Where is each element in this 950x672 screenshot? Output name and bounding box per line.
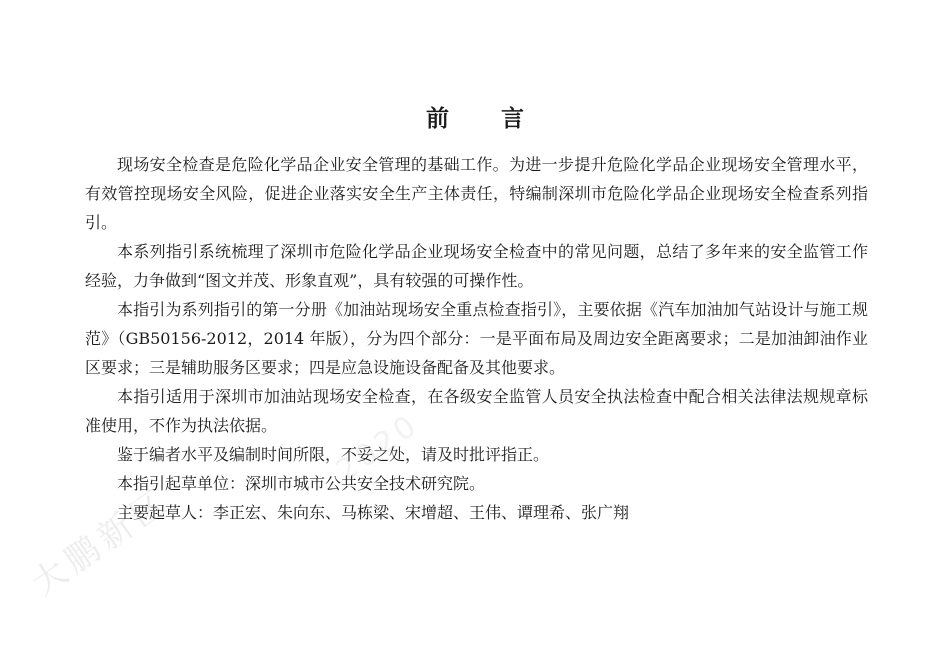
paragraph-5: 鉴于编者水平及编制时间所限，不妥之处，请及时批评指正。: [117, 445, 550, 464]
watermark-secondary: 2020: [330, 407, 426, 489]
paragraph-2: 本系列指引系统梳理了深圳市危险化学品企业现场安全检查中的常见问题，总结了多年来的安全监管工作经验，力争做到“图文并茂、形象直观”，具有较强的可操作性。: [85, 242, 868, 290]
paragraph-7: 主要起草人：李正宏、朱向东、马栋梁、宋增超、王伟、谭理希、张广翔: [117, 503, 630, 522]
paragraph-4: 本指引适用于深圳市加油站现场安全检查，在各级安全监管人员安全执法检查中配合相关法律法规规章标准使用，不作为执法依据。: [85, 387, 868, 435]
watermark: 大鹏新区: [24, 479, 179, 605]
paragraph-1: 现场安全检查是危险化学品企业安全管理的基础工作。为进一步提升危险化学品企业现场安全管理水平，有效管控现场安全风险，促进企业落实安全生产主体责任，特编制深圳市危险化学品企业现场安全检查系列指引。: [85, 155, 868, 232]
paragraph-6: 本指引起草单位：深圳市城市公共安全技术研究院。: [117, 474, 486, 493]
preface-body: [85, 150, 868, 527]
paragraph-3: 本指引为系列指引的第一分册《加油站现场安全重点检查指引》，主要依据《汽车加油加气站设计与施工规范》（GB50156-2012，2014 年版），分为四个部分：一是平面布局及周边安全距离要求；二是加油卸油作业区要求；三是辅助服务区要求；四是应急设施设备配备及其他要求。: [85, 300, 868, 377]
page-title: 前 言: [425, 106, 546, 132]
